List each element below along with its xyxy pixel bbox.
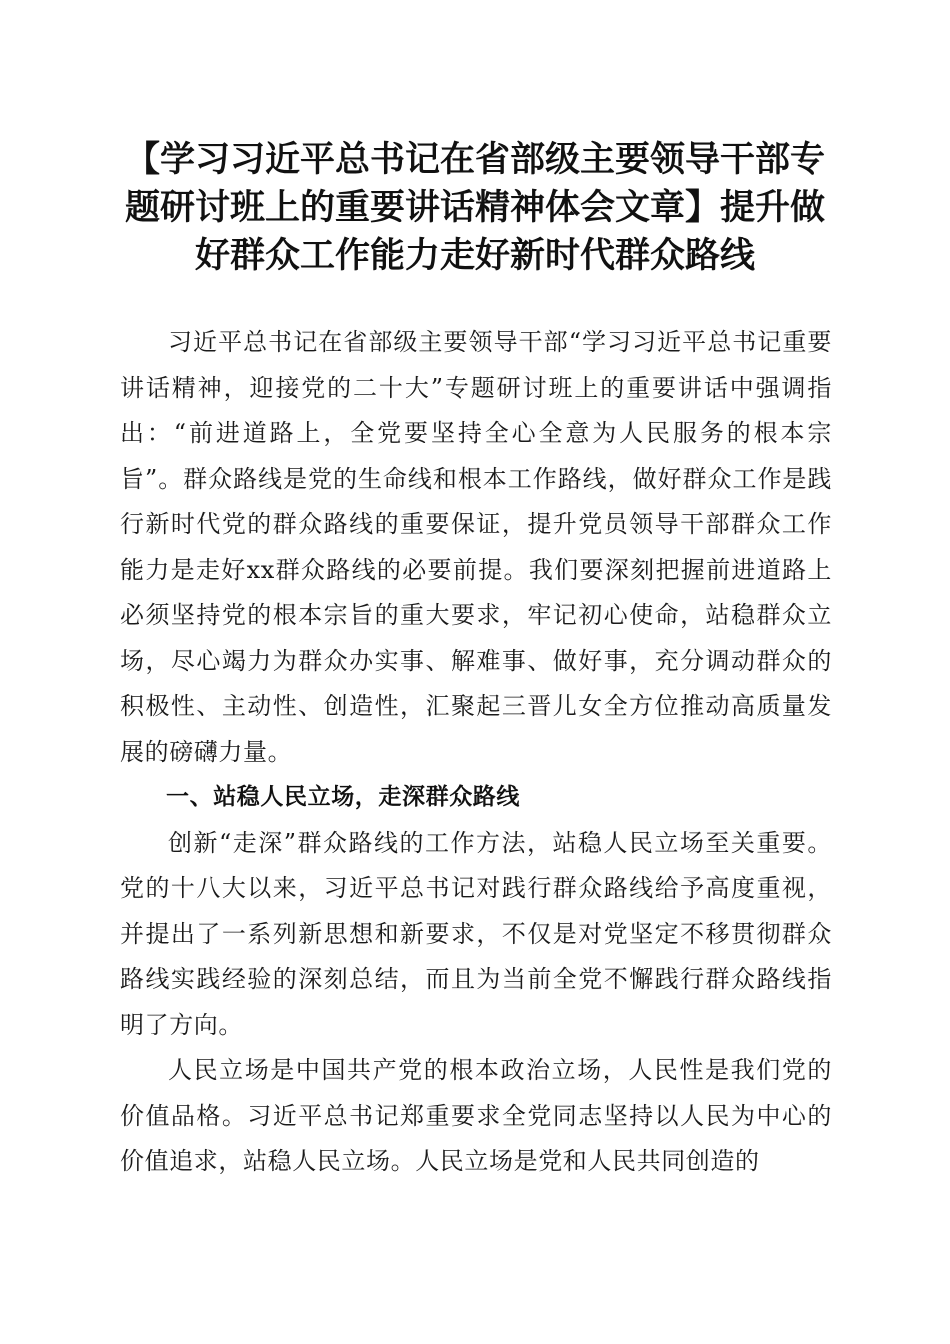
section-paragraph: 创新“走深”群众路线的工作方法，站稳人民立场至关重要。党的十八大以来，习近平总书记对践行群众路线给予高度重视，并提出了一系列新思想和新要求，不仅是对党坚定不移贯彻群众路线实践经验的深刻总结，而且为当前全党不懈践行群众路线指明了方向。 [120, 828, 832, 1039]
section-heading: 一、站稳人民立场，走深群众路线 [166, 784, 520, 810]
section-paragraph: 人民立场是中国共产党的根本政治立场，人民性是我们党的价值品格。习近平总书记郑重要求全党同志坚持以人民为中心的价值追求，站稳人民立场。人民立场是党和人民共同创造的 [120, 1056, 832, 1175]
document-body [120, 320, 832, 1185]
document-title: 【学习习近平总书记在省部级主要领导干部专题研讨班上的重要讲话精神体会文章】提升做好群众工作能力走好新时代群众路线 [124, 140, 825, 276]
intro-paragraph: 习近平总书记在省部级主要领导干部“学习习近平总书记重要讲话精神，迎接党的二十大”专题研讨班上的重要讲话中强调指出：“前进道路上，全党要坚持全心全意为人民服务的根本宗旨”。群众路线是党的生命线和根本工作路线，做好群众工作是践行新时代党的群众路线的重要保证，提升党员领导干部群众工作能力是走好xx群众路线的必要前提。我们要深刻把握前进道路上必须坚持党的根本宗旨的重大要求，牢记初心使命，站稳群众立场，尽心竭力为群众办实事、解难事、做好事，充分调动群众的积极性、主动性、创造性，汇聚起三晋儿女全方位推动高质量发展的磅礴力量。 [120, 328, 832, 766]
